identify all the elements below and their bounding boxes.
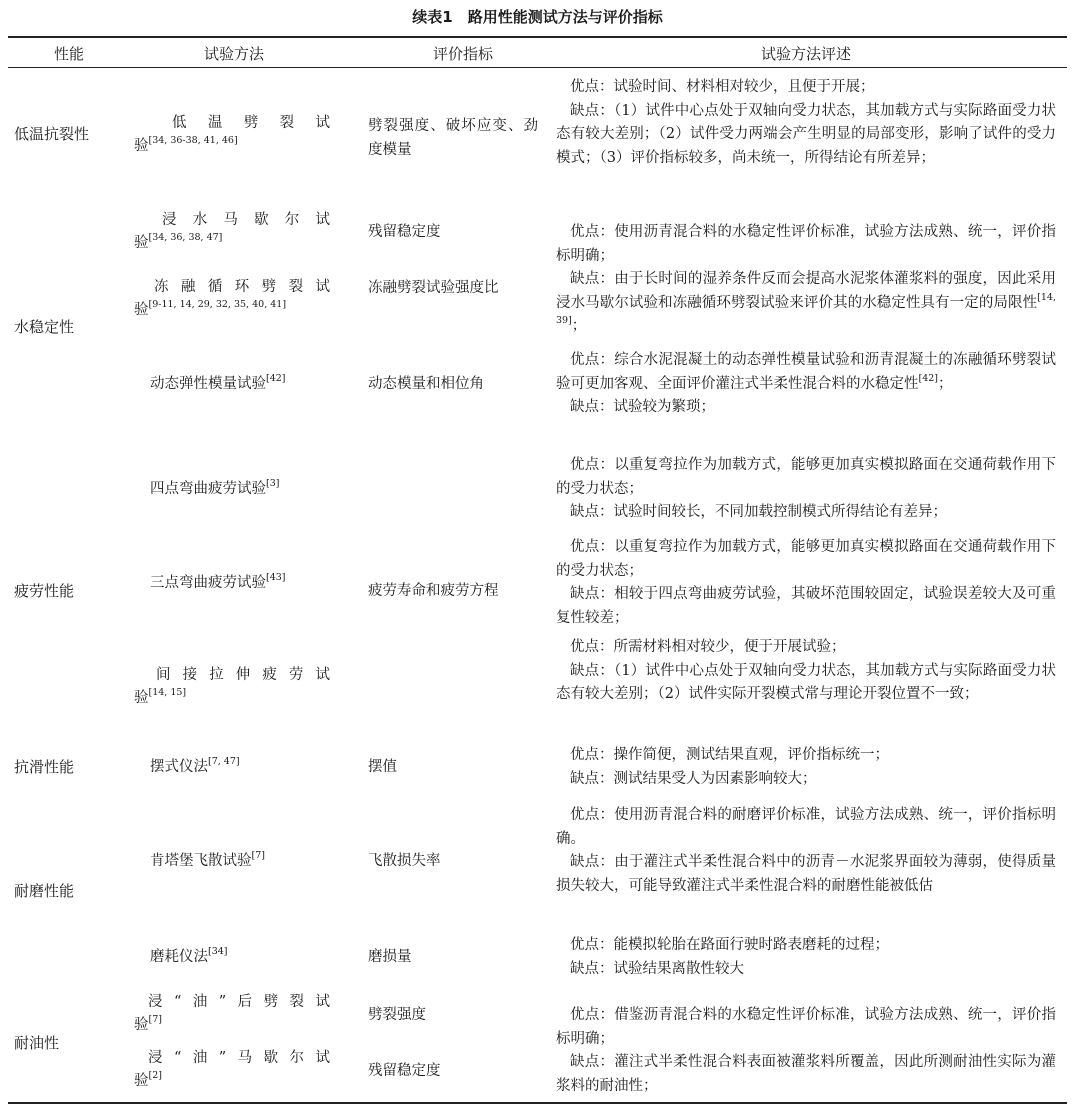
ref-citation: [42] xyxy=(918,372,939,384)
ref-citation: [34, 36, 38, 47] xyxy=(148,232,223,243)
header-commentary: 试验方法评述 xyxy=(760,45,851,63)
method-low-temp-split-line1: 低温劈裂试 xyxy=(172,115,330,131)
method-marshall-line2: 验[34, 36, 38, 47] xyxy=(134,232,223,251)
header-indicator: 评价指标 xyxy=(432,45,493,63)
method-indirect-tensile-line1: 间接拉伸疲劳试 xyxy=(156,667,330,683)
group-oil-resistance: 耐油性 xyxy=(14,1034,60,1052)
method-freeze-thaw-line2: 验[9-11, 14, 29, 32, 35, 40, 41] xyxy=(134,299,287,318)
indicator-scatter-loss: 飞散损失率 xyxy=(368,853,441,869)
ref-citation: [3] xyxy=(266,478,280,489)
ref-citation: [9-11, 14, 29, 32, 35, 40, 41] xyxy=(148,299,287,310)
comment-three-point xyxy=(556,536,1056,630)
comment-water-stability xyxy=(556,221,1056,339)
method-freeze-thaw-line1: 冻融循环劈裂试 xyxy=(154,279,330,295)
method-oil-split-line1: 浸“油”后劈裂试 xyxy=(148,994,330,1010)
table-caption: 续表1 路用性能测试方法与评价指标 xyxy=(412,8,663,26)
comment-cons: 缺点：由于灌注式半柔性混合料中的沥青－水泥浆界面较为薄弱，使得质量损失较大，可能导致灌注式半柔性混合料的耐磨性能被低估 xyxy=(556,854,1056,894)
comment-cons: 缺点：灌注式半柔性混合料表面被灌浆料所覆盖，因此所测耐油性实际为灌浆料的耐油性； xyxy=(556,1054,1056,1094)
comment-pros: 优点：所需材料相对较少，便于开展试验； xyxy=(570,639,846,655)
group-wear-resistance: 耐磨性能 xyxy=(14,882,75,900)
indicator-tsr: 冻融劈裂试验强度比 xyxy=(368,280,499,296)
method-oil-split-line2: 验[7] xyxy=(134,1014,162,1033)
ref-citation: [34, 36-38, 41, 46] xyxy=(148,135,238,146)
indicator-residual-stability: 残留稳定度 xyxy=(368,224,441,240)
group-skid-resistance: 抗滑性能 xyxy=(14,758,75,776)
comment-cons: 缺点：由于长时间的湿养条件反而会提高水泥浆体灌浆料的强度，因此采用浸水马歇尔试验和冻融循环劈裂试验来评价其的水稳定性具有一定的局限性[14, 39]； xyxy=(556,271,1056,334)
table-top-rule xyxy=(8,36,1067,38)
comment-pros: 优点：操作简便，测试结果直观，评价指标统一； xyxy=(570,747,889,763)
group-fatigue: 疲劳性能 xyxy=(14,582,75,600)
comment-pros: 优点：试验时间、材料相对较少，且便于开展； xyxy=(570,79,875,95)
ref-citation: [14, 15] xyxy=(148,687,187,698)
method-oil-marshall-line1: 浸“油”马歇尔试 xyxy=(148,1050,330,1066)
indicator-dynamic-modulus: 动态模量和相位角 xyxy=(368,376,484,392)
indicator-fatigue-life: 疲劳寿命和疲劳方程 xyxy=(368,583,499,599)
ref-citation: [34] xyxy=(208,946,228,957)
comment-pendulum xyxy=(556,744,1056,791)
method-abrasion: 磨耗仪法[34] xyxy=(150,946,228,965)
comment-pros: 优点：能模拟轮胎在路面行驶时路表磨耗的过程； xyxy=(570,937,889,953)
method-oil-marshall-line2: 验[2] xyxy=(134,1070,162,1089)
comment-four-point xyxy=(556,454,1056,525)
group-low-temp-cracking: 低温抗裂性 xyxy=(14,125,90,143)
comment-pros: 优点：使用沥青混合料的水稳定性评价标准，试验方法成熟、统一，评价指标明确； xyxy=(556,224,1056,264)
comment-low-temp xyxy=(556,76,1056,170)
method-cantabro: 肯塔堡飞散试验[7] xyxy=(150,850,265,869)
ref-citation: [7] xyxy=(251,850,265,861)
method-dynamic-modulus: 动态弹性模量试验[42] xyxy=(150,373,286,392)
ref-citation: [2] xyxy=(148,1070,162,1081)
method-pendulum: 摆式仪法[7, 47] xyxy=(150,756,240,775)
comment-oil xyxy=(556,1004,1056,1098)
header-test-method: 试验方法 xyxy=(203,45,264,63)
method-four-point-bending: 四点弯曲疲劳试验[3] xyxy=(150,478,280,497)
table-header-rule xyxy=(8,67,1067,68)
table-bottom-rule xyxy=(8,1102,1067,1104)
comment-cons: 缺点：相较于四点弯曲疲劳试验，其破坏范围较固定，试验误差较大及可重复性较差； xyxy=(556,586,1056,626)
group-water-stability: 水稳定性 xyxy=(14,318,75,336)
indicator-wear-amount: 磨损量 xyxy=(368,949,412,965)
comment-cons: 缺点：试验结果离散性较大 xyxy=(570,960,744,977)
ref-citation: [7] xyxy=(148,1014,162,1025)
method-indirect-tensile-line2: 验[14, 15] xyxy=(134,687,187,706)
comment-indirect-tensile xyxy=(556,636,1056,707)
method-marshall-line1: 浸水马歇尔试 xyxy=(162,212,330,228)
comment-pros: 优点：综合水泥混凝土的动态弹性模量试验和沥青混凝土的冻融循环劈裂试验可更加客观、全面评价灌注式半柔性混合料的水稳定性[42]； xyxy=(556,352,1056,392)
comment-pros: 优点：以重复弯拉作为加载方式，能够更加真实模拟路面在交通荷载作用下的受力状态； xyxy=(556,539,1056,579)
indicator-split-strength: 劈裂强度、破坏应变、劲度模量 xyxy=(368,118,538,158)
ref-citation: [43] xyxy=(266,572,286,583)
comment-pros: 优点：使用沥青混合料的耐磨评价标准，试验方法成熟、统一，评价指标明确。 xyxy=(556,807,1056,847)
comment-pros: 优点：借鉴沥青混合料的水稳定性评价标准，试验方法成熟、统一，评价指标明确； xyxy=(556,1007,1056,1047)
comment-pros: 优点：以重复弯拉作为加载方式，能够更加真实模拟路面在交通荷载作用下的受力状态； xyxy=(556,457,1056,497)
comment-cons: 缺点：试验时间较长，不同加载控制模式所得结论有差异； xyxy=(570,504,947,520)
comment-cons: 缺点：（1）试件中心点处于双轴向受力状态，其加载方式与实际路面受力状态有较大差别；（2）试件实际开裂模式常与理论开裂位置不一致； xyxy=(556,662,1056,702)
method-three-point-bending: 三点弯曲疲劳试验[43] xyxy=(150,572,286,591)
indicator-oil-residual-stability: 残留稳定度 xyxy=(368,1063,441,1079)
ref-citation: [42] xyxy=(266,373,286,384)
header-performance: 性能 xyxy=(53,45,84,63)
ref-citation: [7, 47] xyxy=(208,756,240,767)
comment-cantabro xyxy=(556,804,1056,898)
indicator-oil-split-strength: 劈裂强度 xyxy=(368,1007,426,1023)
ref-citation: [14, 39] xyxy=(556,291,1056,326)
comment-cons: 缺点：（1）试件中心点处于双轴向受力状态，其加载方式与实际路面受力状态有较大差别；（2）试件受力两端会产生明显的局部变形，影响了试件的受力模式；（3）评价指标较多，尚未统一，所得结论有所差异； xyxy=(556,102,1056,166)
comment-cons: 缺点：测试结果受人为因素影响较大； xyxy=(570,770,817,787)
comment-abrasion xyxy=(556,934,1056,981)
comment-dynamic-modulus xyxy=(556,349,1056,420)
method-low-temp-split-line2: 验[34, 36-38, 41, 46] xyxy=(134,135,238,154)
comment-cons: 缺点：试验较为繁琐； xyxy=(570,399,715,415)
indicator-bpn: 摆值 xyxy=(368,759,397,775)
